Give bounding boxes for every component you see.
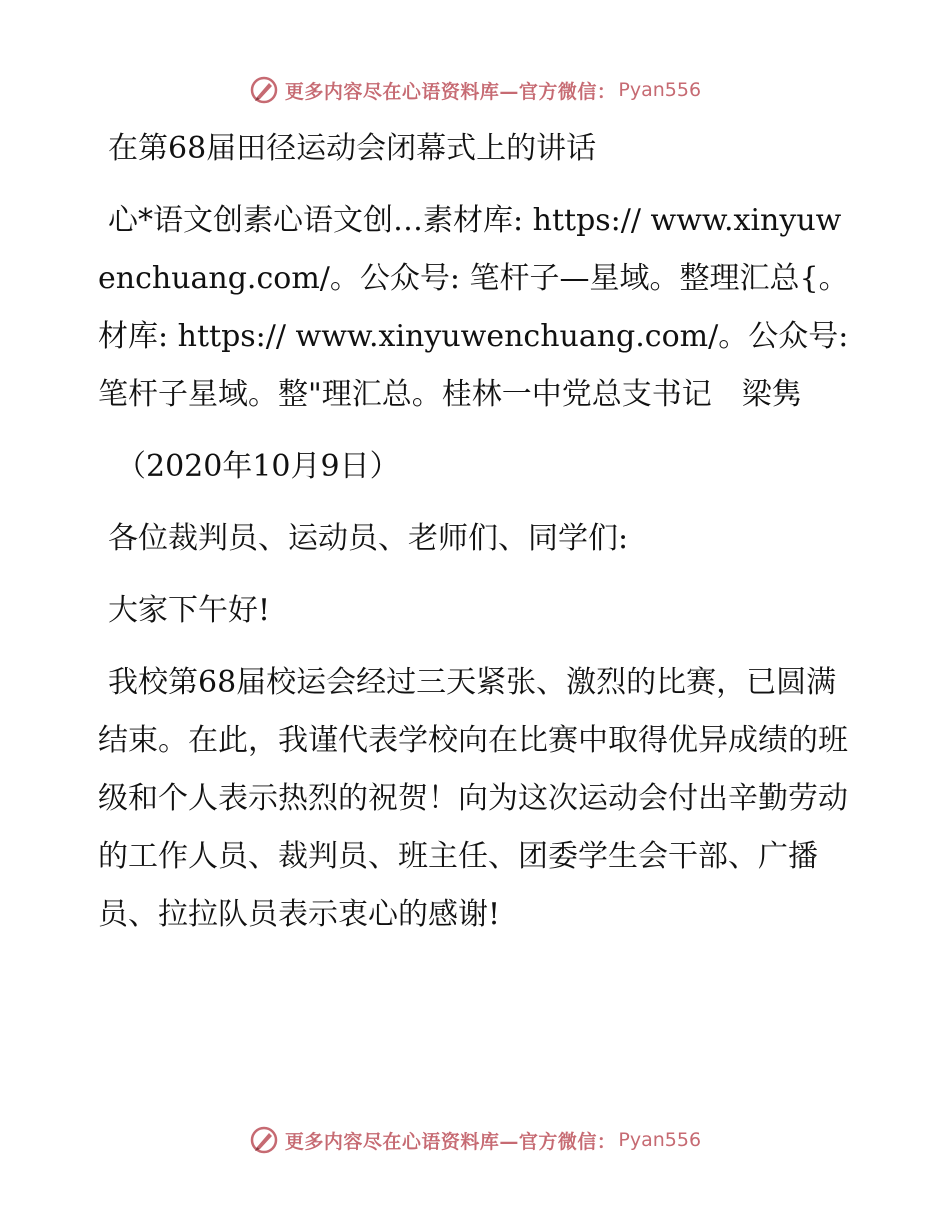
watermark-brand-text: 更多内容尽在心语资料库—官方微信： <box>284 80 617 103</box>
document-title: 在第68届田径运动会闭幕式上的讲话 <box>108 131 597 166</box>
speech-date: （2020年10月9日） <box>116 449 400 484</box>
footer-watermark <box>0 1118 950 1162</box>
watermark-brand-text: 更多内容尽在心语资料库—官方微信： <box>284 1130 617 1153</box>
body-paragraph: 我校第68届校运会经过三天紧张、激烈的比赛，已圆满结束。在此，我谨代表学校向在比赛中取得优异成绩的班级和个人表示热烈的祝贺！向为这次运动会付出辛勤劳动的工作人员、裁判员、班主任、团委学生会干部、广播员、拉拉队员表示衷心的感谢! <box>98 665 848 932</box>
watermark-wechat-id: Pyan556 <box>618 1129 702 1151</box>
pen-logo-icon <box>249 75 279 105</box>
pen-logo-icon <box>249 1125 279 1155</box>
source-info-paragraph: 心*语文创素心语文创…素材库: https:// www.xinyuwenchuang.com/。公众号: 笔杆子—星域。整理汇总{。材库: https:// www.xinyuwenchuang.com/。公众号: 笔杆子星域。整"理汇总。桂林一中党总支书记 梁隽 <box>98 203 849 412</box>
greeting: 大家下午好! <box>108 593 271 628</box>
watermark-wechat-id: Pyan556 <box>618 79 702 101</box>
header-watermark <box>0 68 950 112</box>
document-body <box>98 120 858 944</box>
salutation: 各位裁判员、运动员、老师们、同学们: <box>108 521 629 556</box>
